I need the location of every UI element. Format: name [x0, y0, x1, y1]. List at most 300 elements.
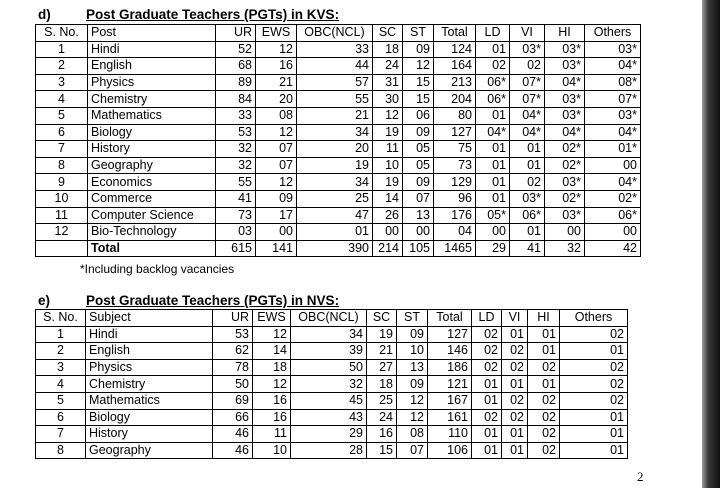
table-row: [36, 224, 641, 241]
kvs-cell-total: 04: [434, 224, 476, 241]
nvs-cell-ur: 66: [213, 409, 253, 426]
nvs-cell-others: 02: [560, 326, 628, 343]
nvs-header-others: Others: [560, 310, 628, 327]
kvs-cell-obc: 33: [297, 41, 373, 58]
nvs-cell-total: 186: [428, 359, 472, 376]
nvs-cell-ur: 69: [213, 392, 253, 409]
kvs-header-vi: VI: [510, 25, 545, 42]
kvs-cell-ur: 32: [216, 141, 256, 158]
kvs-header-others: Others: [585, 25, 641, 42]
kvs-cell-others: 04*: [585, 58, 641, 75]
kvs-header-hi: HI: [545, 25, 585, 42]
kvs-header-ews: EWS: [256, 25, 297, 42]
kvs-section-title: Post Graduate Teachers (PGTs) in KVS:: [86, 7, 340, 22]
kvs-cell-st: 09: [403, 124, 434, 141]
nvs-cell-hi: 01: [528, 376, 560, 393]
nvs-cell-ld: 02: [472, 359, 502, 376]
kvs-cell-obc: 34: [297, 174, 373, 191]
kvs-cell-obc: 20: [297, 141, 373, 158]
nvs-cell-ur: 62: [213, 343, 253, 360]
kvs-total-st: 105: [403, 240, 434, 257]
nvs-cell-hi: 01: [528, 343, 560, 360]
kvs-cell-others: 03*: [585, 41, 641, 58]
kvs-cell-st: 00: [403, 224, 434, 241]
nvs-cell-ews: 16: [253, 392, 291, 409]
kvs-cell-hi: 00: [545, 224, 585, 241]
kvs-cell-total: 75: [434, 141, 476, 158]
kvs-cell-total: 127: [434, 124, 476, 141]
nvs-cell-sc: 25: [367, 392, 397, 409]
kvs-cell-ews: 21: [256, 74, 297, 91]
kvs-cell-ews: 08: [256, 107, 297, 124]
kvs-cell-total: 129: [434, 174, 476, 191]
nvs-cell-sno: 6: [36, 409, 86, 426]
kvs-section-heading: [38, 7, 339, 22]
kvs-cell-sno: 10: [36, 190, 88, 207]
nvs-cell-others: 01: [560, 442, 628, 459]
nvs-cell-vi: 02: [502, 359, 528, 376]
kvs-cell-vi: 01: [510, 141, 545, 158]
kvs-header-ld: LD: [476, 25, 510, 42]
kvs-cell-vi: 07*: [510, 91, 545, 108]
kvs-cell-st: 09: [403, 174, 434, 191]
nvs-header-hi: HI: [528, 310, 560, 327]
kvs-total-others: 42: [585, 240, 641, 257]
kvs-cell-ld: 01: [476, 107, 510, 124]
table-row: [36, 74, 641, 91]
kvs-cell-ews: 09: [256, 190, 297, 207]
nvs-cell-sc: 27: [367, 359, 397, 376]
kvs-cell-hi: 03*: [545, 58, 585, 75]
nvs-cell-total: 110: [428, 426, 472, 443]
kvs-cell-others: 07*: [585, 91, 641, 108]
kvs-cell-sc: 30: [373, 91, 403, 108]
kvs-cell-others: 06*: [585, 207, 641, 224]
kvs-cell-sno: 9: [36, 174, 88, 191]
kvs-pgt-table: [35, 24, 641, 257]
kvs-cell-vi: 02: [510, 174, 545, 191]
kvs-cell-obc: 21: [297, 107, 373, 124]
nvs-cell-ews: 14: [253, 343, 291, 360]
kvs-cell-ews: 12: [256, 174, 297, 191]
kvs-cell-hi: 03*: [545, 41, 585, 58]
kvs-cell-obc: 55: [297, 91, 373, 108]
kvs-cell-obc: 57: [297, 74, 373, 91]
nvs-cell-name: Mathematics: [86, 392, 213, 409]
kvs-cell-hi: 03*: [545, 91, 585, 108]
nvs-cell-vi: 01: [502, 426, 528, 443]
kvs-cell-ld: 04*: [476, 124, 510, 141]
nvs-section-title: Post Graduate Teachers (PGTs) in NVS:: [86, 293, 340, 308]
kvs-header-obc: OBC(NCL): [297, 25, 373, 42]
kvs-cell-ld: 01: [476, 190, 510, 207]
kvs-cell-ld: 02: [476, 58, 510, 75]
nvs-cell-sc: 21: [367, 343, 397, 360]
table-row: [36, 343, 628, 360]
nvs-cell-name: Physics: [86, 359, 213, 376]
nvs-cell-vi: 01: [502, 442, 528, 459]
kvs-cell-sc: 19: [373, 124, 403, 141]
nvs-cell-sc: 19: [367, 326, 397, 343]
nvs-cell-obc: 29: [291, 426, 367, 443]
kvs-cell-sc: 10: [373, 157, 403, 174]
kvs-cell-ld: 06*: [476, 74, 510, 91]
nvs-cell-sc: 16: [367, 426, 397, 443]
kvs-cell-vi: 07*: [510, 74, 545, 91]
kvs-total-blank: [36, 240, 88, 257]
kvs-cell-st: 09: [403, 41, 434, 58]
kvs-total-row: [36, 240, 641, 257]
nvs-cell-st: 09: [397, 376, 428, 393]
nvs-cell-name: History: [86, 426, 213, 443]
kvs-cell-total: 213: [434, 74, 476, 91]
nvs-cell-total: 167: [428, 392, 472, 409]
kvs-cell-vi: 01: [510, 157, 545, 174]
kvs-cell-hi: 02*: [545, 190, 585, 207]
table-row: [36, 91, 641, 108]
kvs-cell-name: Bio-Technology: [88, 224, 216, 241]
kvs-cell-sno: 3: [36, 74, 88, 91]
nvs-cell-sno: 4: [36, 376, 86, 393]
nvs-cell-name: Chemistry: [86, 376, 213, 393]
table-row: [36, 124, 641, 141]
kvs-cell-vi: 02: [510, 58, 545, 75]
nvs-cell-hi: 02: [528, 359, 560, 376]
nvs-cell-st: 12: [397, 409, 428, 426]
nvs-cell-vi: 02: [502, 343, 528, 360]
table-row: [36, 359, 628, 376]
kvs-cell-total: 96: [434, 190, 476, 207]
nvs-cell-st: 08: [397, 426, 428, 443]
nvs-header-sc: SC: [367, 310, 397, 327]
nvs-cell-ld: 01: [472, 426, 502, 443]
kvs-cell-sc: 11: [373, 141, 403, 158]
kvs-cell-obc: 25: [297, 190, 373, 207]
nvs-cell-total: 106: [428, 442, 472, 459]
kvs-cell-vi: 04*: [510, 124, 545, 141]
kvs-cell-sc: 18: [373, 41, 403, 58]
kvs-cell-others: 01*: [585, 141, 641, 158]
kvs-total-total: 1465: [434, 240, 476, 257]
nvs-cell-total: 121: [428, 376, 472, 393]
kvs-cell-name: Mathematics: [88, 107, 216, 124]
nvs-header-sno: S. No.: [36, 310, 86, 327]
kvs-cell-st: 12: [403, 58, 434, 75]
kvs-cell-vi: 06*: [510, 207, 545, 224]
kvs-cell-total: 73: [434, 157, 476, 174]
kvs-cell-st: 06: [403, 107, 434, 124]
nvs-cell-others: 02: [560, 376, 628, 393]
kvs-cell-ld: 01: [476, 174, 510, 191]
nvs-cell-st: 10: [397, 343, 428, 360]
kvs-section-letter: d): [38, 7, 51, 22]
nvs-cell-ur: 46: [213, 442, 253, 459]
nvs-cell-hi: 01: [528, 326, 560, 343]
kvs-header-post: Post: [88, 25, 216, 42]
nvs-cell-ur: 53: [213, 326, 253, 343]
kvs-cell-ews: 07: [256, 157, 297, 174]
table-row: [36, 376, 628, 393]
kvs-cell-ld: 01: [476, 41, 510, 58]
nvs-cell-vi: 01: [502, 376, 528, 393]
kvs-cell-name: English: [88, 58, 216, 75]
kvs-cell-sno: 5: [36, 107, 88, 124]
kvs-cell-name: Chemistry: [88, 91, 216, 108]
kvs-cell-total: 176: [434, 207, 476, 224]
table-row: [36, 190, 641, 207]
kvs-cell-ews: 12: [256, 41, 297, 58]
table-row: [36, 107, 641, 124]
kvs-cell-others: 03*: [585, 107, 641, 124]
kvs-cell-total: 164: [434, 58, 476, 75]
nvs-cell-ews: 16: [253, 409, 291, 426]
kvs-cell-obc: 19: [297, 157, 373, 174]
nvs-cell-ld: 01: [472, 442, 502, 459]
kvs-cell-st: 15: [403, 91, 434, 108]
kvs-total-label: Total: [88, 240, 216, 257]
nvs-cell-ews: 11: [253, 426, 291, 443]
kvs-cell-ur: 52: [216, 41, 256, 58]
nvs-header-st: ST: [397, 310, 428, 327]
table-row: [36, 174, 641, 191]
kvs-cell-others: 08*: [585, 74, 641, 91]
nvs-cell-name: Hindi: [86, 326, 213, 343]
nvs-cell-ld: 02: [472, 326, 502, 343]
kvs-cell-obc: 47: [297, 207, 373, 224]
kvs-cell-others: 04*: [585, 124, 641, 141]
kvs-cell-ur: 68: [216, 58, 256, 75]
kvs-cell-name: Commerce: [88, 190, 216, 207]
kvs-cell-total: 204: [434, 91, 476, 108]
nvs-cell-others: 02: [560, 392, 628, 409]
nvs-cell-ews: 10: [253, 442, 291, 459]
kvs-footnote: *Including backlog vacancies: [80, 262, 235, 276]
kvs-cell-hi: 03*: [545, 174, 585, 191]
kvs-cell-hi: 02*: [545, 157, 585, 174]
kvs-cell-ld: 06*: [476, 91, 510, 108]
nvs-cell-name: Geography: [86, 442, 213, 459]
kvs-cell-hi: 04*: [545, 124, 585, 141]
nvs-cell-obc: 50: [291, 359, 367, 376]
kvs-cell-sc: 14: [373, 190, 403, 207]
nvs-cell-total: 127: [428, 326, 472, 343]
kvs-total-obc: 390: [297, 240, 373, 257]
kvs-cell-ews: 00: [256, 224, 297, 241]
nvs-cell-others: 01: [560, 426, 628, 443]
kvs-cell-sc: 24: [373, 58, 403, 75]
kvs-header-st: ST: [403, 25, 434, 42]
nvs-cell-sc: 18: [367, 376, 397, 393]
kvs-cell-st: 07: [403, 190, 434, 207]
kvs-cell-name: Geography: [88, 157, 216, 174]
kvs-cell-sno: 1: [36, 41, 88, 58]
kvs-total-sc: 214: [373, 240, 403, 257]
kvs-header-row: [36, 25, 641, 42]
kvs-cell-name: Economics: [88, 174, 216, 191]
kvs-cell-ur: 84: [216, 91, 256, 108]
nvs-cell-sc: 24: [367, 409, 397, 426]
nvs-cell-ld: 01: [472, 376, 502, 393]
table-row: [36, 426, 628, 443]
kvs-cell-sno: 6: [36, 124, 88, 141]
kvs-cell-hi: 03*: [545, 207, 585, 224]
kvs-cell-st: 13: [403, 207, 434, 224]
kvs-cell-ur: 53: [216, 124, 256, 141]
nvs-cell-obc: 39: [291, 343, 367, 360]
nvs-cell-sno: 2: [36, 343, 86, 360]
table-row: [36, 207, 641, 224]
nvs-cell-ur: 50: [213, 376, 253, 393]
nvs-cell-st: 13: [397, 359, 428, 376]
nvs-cell-others: 01: [560, 343, 628, 360]
nvs-cell-others: 01: [560, 409, 628, 426]
nvs-cell-sno: 5: [36, 392, 86, 409]
kvs-total-vi: 41: [510, 240, 545, 257]
table-row: [36, 141, 641, 158]
kvs-cell-hi: 04*: [545, 74, 585, 91]
nvs-header-subject: Subject: [86, 310, 213, 327]
kvs-cell-ld: 05*: [476, 207, 510, 224]
nvs-section-heading: [38, 293, 339, 308]
kvs-cell-others: 02*: [585, 190, 641, 207]
nvs-cell-sno: 7: [36, 426, 86, 443]
kvs-cell-ews: 07: [256, 141, 297, 158]
nvs-cell-obc: 28: [291, 442, 367, 459]
nvs-cell-vi: 02: [502, 392, 528, 409]
nvs-cell-ld: 02: [472, 409, 502, 426]
nvs-header-total: Total: [428, 310, 472, 327]
nvs-cell-ld: 01: [472, 392, 502, 409]
kvs-cell-others: 04*: [585, 174, 641, 191]
nvs-pgt-table: [35, 309, 628, 459]
nvs-cell-ur: 46: [213, 426, 253, 443]
nvs-cell-sno: 3: [36, 359, 86, 376]
kvs-cell-ur: 33: [216, 107, 256, 124]
nvs-cell-st: 09: [397, 326, 428, 343]
nvs-cell-hi: 02: [528, 442, 560, 459]
kvs-cell-sno: 2: [36, 58, 88, 75]
table-row: [36, 409, 628, 426]
nvs-header-ews: EWS: [253, 310, 291, 327]
nvs-cell-obc: 43: [291, 409, 367, 426]
page-number: 2: [637, 469, 644, 484]
nvs-cell-hi: 02: [528, 426, 560, 443]
kvs-cell-ews: 20: [256, 91, 297, 108]
kvs-cell-sno: 8: [36, 157, 88, 174]
nvs-cell-ur: 78: [213, 359, 253, 376]
nvs-cell-ld: 02: [472, 343, 502, 360]
kvs-cell-sc: 31: [373, 74, 403, 91]
nvs-cell-vi: 01: [502, 326, 528, 343]
nvs-cell-name: Biology: [86, 409, 213, 426]
kvs-cell-sc: 19: [373, 174, 403, 191]
kvs-cell-ews: 12: [256, 124, 297, 141]
kvs-cell-sno: 4: [36, 91, 88, 108]
nvs-cell-hi: 02: [528, 409, 560, 426]
table-row: [36, 58, 641, 75]
kvs-cell-ews: 16: [256, 58, 297, 75]
kvs-cell-sc: 12: [373, 107, 403, 124]
table-row: [36, 326, 628, 343]
table-row: [36, 41, 641, 58]
table-row: [36, 442, 628, 459]
nvs-header-obc: OBC(NCL): [291, 310, 367, 327]
kvs-cell-ews: 17: [256, 207, 297, 224]
kvs-cell-st: 15: [403, 74, 434, 91]
kvs-cell-ur: 89: [216, 74, 256, 91]
kvs-cell-vi: 03*: [510, 41, 545, 58]
kvs-cell-sno: 12: [36, 224, 88, 241]
kvs-total-ur: 615: [216, 240, 256, 257]
kvs-cell-name: Biology: [88, 124, 216, 141]
nvs-cell-total: 146: [428, 343, 472, 360]
kvs-cell-sno: 7: [36, 141, 88, 158]
nvs-cell-obc: 32: [291, 376, 367, 393]
kvs-cell-name: Computer Science: [88, 207, 216, 224]
kvs-cell-name: Physics: [88, 74, 216, 91]
kvs-cell-ld: 00: [476, 224, 510, 241]
kvs-cell-vi: 01: [510, 224, 545, 241]
kvs-cell-obc: 01: [297, 224, 373, 241]
nvs-cell-ews: 12: [253, 376, 291, 393]
nvs-cell-total: 161: [428, 409, 472, 426]
kvs-header-sno: S. No.: [36, 25, 88, 42]
kvs-cell-hi: 02*: [545, 141, 585, 158]
kvs-cell-others: 00: [585, 224, 641, 241]
kvs-total-ld: 29: [476, 240, 510, 257]
kvs-cell-name: Hindi: [88, 41, 216, 58]
kvs-cell-ld: 01: [476, 141, 510, 158]
kvs-header-ur: UR: [216, 25, 256, 42]
kvs-cell-obc: 44: [297, 58, 373, 75]
kvs-cell-ld: 01: [476, 157, 510, 174]
kvs-cell-st: 05: [403, 141, 434, 158]
kvs-cell-obc: 34: [297, 124, 373, 141]
kvs-cell-hi: 03*: [545, 107, 585, 124]
kvs-cell-ur: 03: [216, 224, 256, 241]
nvs-section-letter: e): [38, 293, 51, 308]
kvs-total-hi: 32: [545, 240, 585, 257]
nvs-cell-sc: 15: [367, 442, 397, 459]
kvs-cell-sc: 00: [373, 224, 403, 241]
nvs-cell-sno: 8: [36, 442, 86, 459]
nvs-header-vi: VI: [502, 310, 528, 327]
kvs-cell-ur: 55: [216, 174, 256, 191]
nvs-cell-name: English: [86, 343, 213, 360]
nvs-cell-ews: 18: [253, 359, 291, 376]
nvs-cell-vi: 02: [502, 409, 528, 426]
kvs-cell-vi: 04*: [510, 107, 545, 124]
nvs-cell-st: 07: [397, 442, 428, 459]
nvs-cell-ews: 12: [253, 326, 291, 343]
kvs-cell-ur: 41: [216, 190, 256, 207]
table-row: [36, 392, 628, 409]
nvs-header-ld: LD: [472, 310, 502, 327]
nvs-cell-obc: 45: [291, 392, 367, 409]
kvs-cell-sc: 26: [373, 207, 403, 224]
kvs-cell-vi: 03*: [510, 190, 545, 207]
kvs-cell-sno: 11: [36, 207, 88, 224]
table-row: [36, 157, 641, 174]
kvs-header-total: Total: [434, 25, 476, 42]
kvs-cell-name: History: [88, 141, 216, 158]
nvs-cell-st: 12: [397, 392, 428, 409]
kvs-cell-others: 00: [585, 157, 641, 174]
kvs-header-sc: SC: [373, 25, 403, 42]
kvs-cell-total: 80: [434, 107, 476, 124]
page-edge-shadow: [702, 0, 720, 488]
nvs-cell-sno: 1: [36, 326, 86, 343]
